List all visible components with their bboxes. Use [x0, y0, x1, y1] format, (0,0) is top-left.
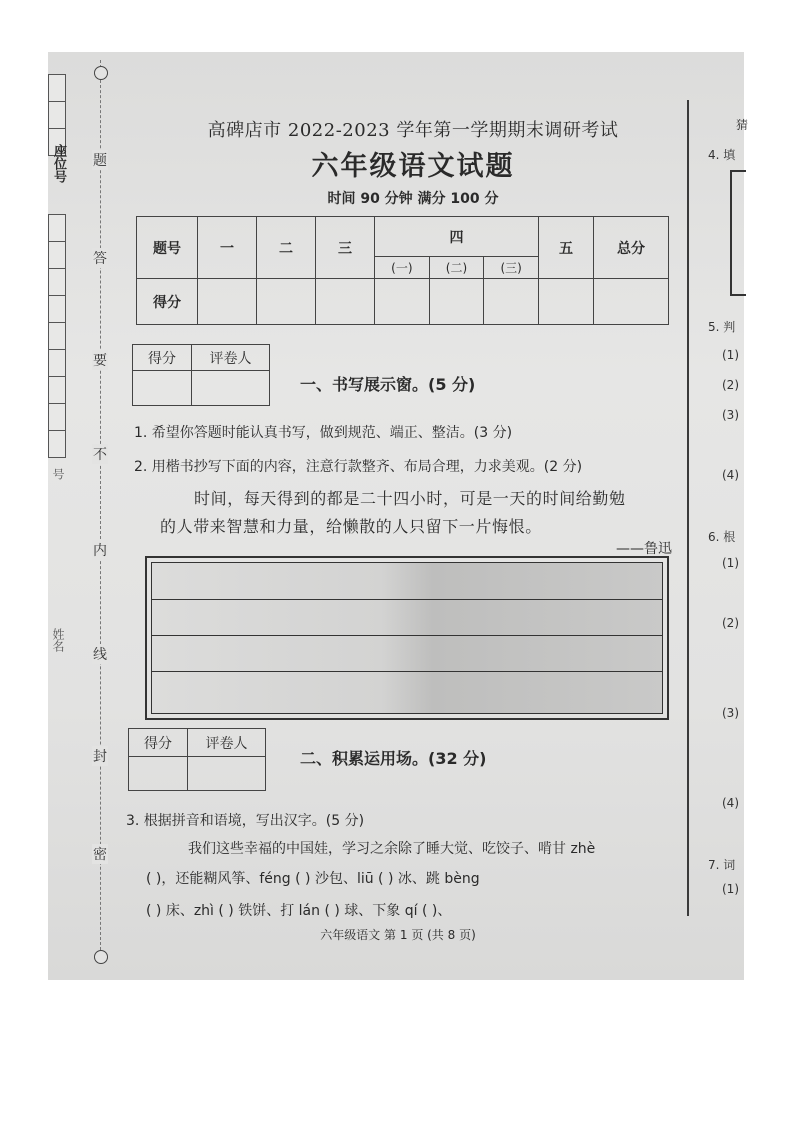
- sub-col-header: (一): [375, 257, 430, 279]
- right-item: (4): [722, 468, 739, 482]
- score-label: 得分: [129, 729, 188, 757]
- grid-cell: [48, 295, 66, 323]
- page-divider: [687, 100, 689, 916]
- grader-box: [132, 344, 270, 406]
- col-header: 三: [316, 217, 375, 279]
- seal-char: 要: [92, 350, 108, 370]
- right-item: (2): [722, 378, 739, 392]
- binding-grid: [48, 74, 68, 934]
- scanned-exam-page: [48, 52, 749, 980]
- right-question-6: 6. 根: [708, 530, 736, 544]
- right-item: (3): [722, 706, 739, 720]
- score-cell[interactable]: [129, 757, 188, 791]
- question-1: 1. 希望你答题时能认真书写，做到规范、端正、整洁。(3 分): [134, 425, 513, 441]
- score-cell[interactable]: [429, 279, 484, 325]
- grid-cell: [48, 376, 66, 404]
- right-question-5: 5. 判: [708, 320, 736, 334]
- score-cell[interactable]: [198, 279, 257, 325]
- right-item: (1): [722, 348, 739, 362]
- grid-cell: [48, 214, 66, 242]
- col-header: 总分: [594, 217, 669, 279]
- number-label: 号: [51, 468, 65, 480]
- grid-cell: [48, 241, 66, 269]
- quote-line-2: 的人带来智慧和力量，给懒散的人只留下一片悔恨。: [160, 517, 542, 536]
- score-cell[interactable]: [375, 279, 430, 325]
- seal-char: 密: [92, 844, 108, 864]
- handwriting-box[interactable]: [145, 556, 669, 720]
- score-table: [136, 216, 669, 325]
- right-item: (1): [722, 556, 739, 570]
- grid-cell: [48, 74, 66, 102]
- seal-dashed-line: [100, 60, 102, 960]
- writing-line: [152, 635, 662, 636]
- handwriting-lines[interactable]: [151, 562, 663, 714]
- right-page-text: 猜: [736, 118, 749, 132]
- sub-col-header: (二): [429, 257, 484, 279]
- question-3: 3. 根据拼音和语境，写出汉字。(5 分): [126, 813, 365, 829]
- grader-cell[interactable]: [192, 371, 270, 406]
- quote-line-1: 时间，每天得到的都是二十四小时，可是一天的时间给勤勉: [194, 489, 626, 508]
- right-item: (1): [722, 882, 739, 896]
- row-label: 得分: [137, 279, 198, 325]
- right-page-box: [730, 170, 746, 296]
- seal-char: 不: [92, 444, 108, 464]
- score-cell[interactable]: [484, 279, 539, 325]
- score-cell[interactable]: [539, 279, 594, 325]
- seal-char: 答: [92, 248, 108, 268]
- exam-name: 高碑店市 2022-2023 学年第一学期期末调研考试: [207, 120, 619, 141]
- grid-cell: [48, 268, 66, 296]
- grader-box: [128, 728, 266, 791]
- grader-cell[interactable]: [188, 757, 266, 791]
- score-cell[interactable]: [594, 279, 669, 325]
- right-item: (4): [722, 796, 739, 810]
- page-footer: 六年级语文 第 1 页 (共 8 页): [320, 928, 476, 942]
- section-2-title: 二、积累运用场。(32 分): [300, 749, 487, 768]
- seal-char: 线: [92, 644, 108, 664]
- grid-cell: [48, 349, 66, 377]
- question-2: 2. 用楷书抄写下面的内容，注意行款整齐、布局合理，力求美观。(2 分): [134, 459, 583, 475]
- seat-number-label: 座位号: [51, 144, 66, 183]
- grader-label: 评卷人: [192, 345, 270, 371]
- score-cell[interactable]: [133, 371, 192, 406]
- score-cell[interactable]: [316, 279, 375, 325]
- grader-label: 评卷人: [188, 729, 266, 757]
- pinyin-line-1: 我们这些幸福的中国娃，学习之余除了睡大觉、吃饺子、啃甘 zhè: [188, 841, 596, 857]
- score-cell[interactable]: [257, 279, 316, 325]
- subject-title: 六年级语文试题: [311, 151, 515, 182]
- grid-cell: [48, 101, 66, 129]
- seal-char: 题: [92, 150, 108, 170]
- col-header: 四: [375, 217, 539, 257]
- right-item: (2): [722, 616, 739, 630]
- time-info: 时间 90 分钟 满分 100 分: [327, 191, 499, 207]
- col-header: 二: [257, 217, 316, 279]
- name-label: 姓名: [51, 628, 65, 652]
- row-label: 题号: [137, 217, 198, 279]
- seal-char: 内: [92, 540, 108, 560]
- writing-line: [152, 671, 662, 672]
- grid-cell: [48, 430, 66, 458]
- right-item: (3): [722, 408, 739, 422]
- grid-cell: [48, 322, 66, 350]
- binding-circle: [94, 66, 108, 80]
- section-1-title: 一、书写展示窗。(5 分): [300, 375, 476, 394]
- right-question-4: 4. 填: [708, 148, 736, 162]
- sub-col-header: (三): [484, 257, 539, 279]
- col-header: 一: [198, 217, 257, 279]
- seal-char: 封: [92, 746, 108, 766]
- binding-circle: [94, 950, 108, 964]
- writing-line: [152, 599, 662, 600]
- grid-cell: [48, 403, 66, 431]
- score-label: 得分: [133, 345, 192, 371]
- pinyin-line-3: ( ) 床、zhì ( ) 铁饼、打 lán ( ) 球、下象 qí ( )、: [146, 903, 452, 919]
- col-header: 五: [539, 217, 594, 279]
- right-question-7: 7. 词: [708, 858, 736, 872]
- pinyin-line-2: ( )，还能糊风筝、féng ( ) 沙包、liū ( ) 冰、跳 bèng: [146, 871, 480, 887]
- quote-attribution: ——鲁迅: [616, 541, 672, 557]
